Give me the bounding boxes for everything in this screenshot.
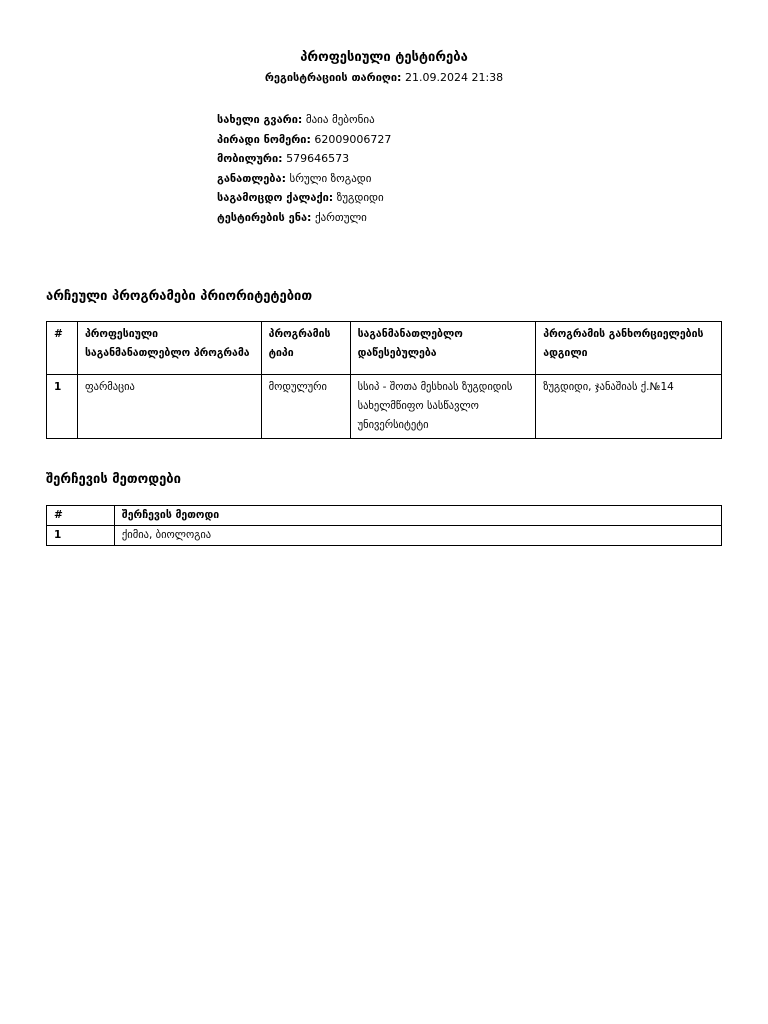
col-header-program-type: პროგრამის ტიპი — [261, 322, 350, 375]
table-header-row — [47, 322, 722, 375]
education-value: სრული ზოგადი — [289, 171, 372, 185]
method-value: ქიმია, ბიოლოგია — [114, 526, 721, 546]
personal-number-label: პირადი ნომერი: — [217, 132, 311, 146]
info-row-education — [217, 171, 617, 191]
programs-table — [46, 321, 722, 439]
col-header-number: # — [47, 506, 115, 526]
col-header-method: შერჩევის მეთოდი — [114, 506, 721, 526]
info-row-full-name — [217, 112, 617, 132]
row-number: 1 — [47, 375, 78, 439]
registration-date-label: რეგისტრაციის თარიღი: — [264, 71, 402, 84]
methods-table — [46, 505, 722, 546]
test-language-label: ტესტირების ენა: — [217, 210, 312, 224]
col-header-location: პროგრამის განხორციელების ადგილი — [536, 322, 722, 375]
program-name: ფარმაცია — [77, 375, 261, 439]
education-label: განათლება: — [217, 171, 286, 185]
personal-number-value: 62009006727 — [314, 132, 392, 146]
row-number: 1 — [47, 526, 115, 546]
info-row-personal-number — [217, 132, 617, 152]
full-name-value: მაია მებონია — [305, 113, 375, 126]
methods-section-title: შერჩევის მეთოდები — [46, 472, 181, 487]
mobile-label: მობილური: — [217, 152, 283, 165]
table-row — [47, 375, 722, 439]
mobile-value: 579646573 — [286, 152, 350, 165]
col-header-institution: საგანმანათლებლო დაწესებულება — [350, 322, 536, 375]
col-header-number: # — [47, 322, 78, 375]
document-title: პროფესიული ტესტირება — [300, 50, 468, 65]
applicant-info — [217, 112, 617, 229]
registration-date-value: 21.09.2024 21:38 — [404, 71, 504, 84]
info-row-exam-city — [217, 190, 617, 210]
test-language-value: ქართული — [314, 210, 367, 224]
exam-city-label: საგამოცდო ქალაქი: — [217, 191, 334, 204]
info-row-mobile — [217, 151, 617, 171]
col-header-program: პროფესიული საგანმანათლებლო პროგრამა — [77, 322, 261, 375]
info-row-test-language — [217, 210, 617, 230]
institution-name: სსიპ - შოთა მესხიას ზუგდიდის სახელმწიფო სასწავლო უნივერსიტეტი — [350, 375, 536, 439]
program-type: მოდულური — [261, 375, 350, 439]
full-name-label: სახელი გვარი: — [217, 113, 303, 126]
table-header-row — [47, 506, 722, 526]
program-location: ზუგდიდი, ჯანაშიას ქ.№14 — [536, 375, 722, 439]
programs-section-title: არჩეული პროგრამები პრიორიტეტებით — [46, 289, 313, 304]
registration-date — [0, 71, 768, 84]
table-row — [47, 526, 722, 546]
exam-city-value: ზუგდიდი — [336, 191, 384, 204]
